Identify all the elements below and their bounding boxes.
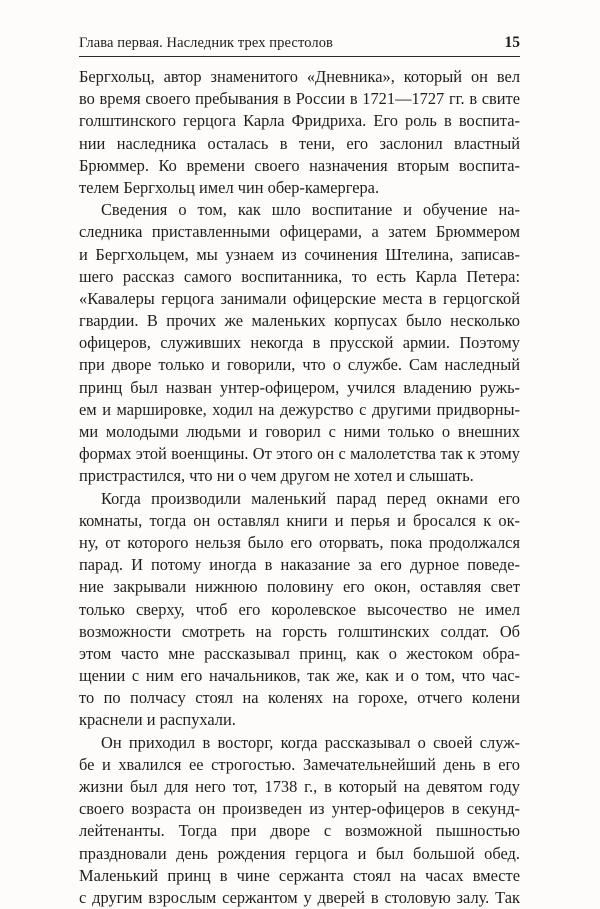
text-line: жизни был для него тот, 1738 г., в который на девятом году [79,777,520,796]
text-line: Брюммер. Ко времени своего назначения вторым воспита- [79,155,520,175]
paragraph-2 [79,199,520,487]
text-line: голштинского герцога Карла Фридриха. Его роль в воспита- [79,111,520,131]
text-line: парад. И потому иногда в наказание за его дурное поведе- [79,555,520,575]
text-line: при дворе только и говорили, что о службе. Сам наследный [79,355,520,375]
text-line: краснели и распухали. [79,710,236,730]
text-line: телем Бергхольц имел чин обер-камергера. [79,177,380,197]
running-header [79,34,520,57]
text-line: комнаты, тогда он оставлял книги и перья и бросался к ок- [79,510,520,530]
text-line: бе и хвалился ее строгостью. Замечательнейший день в его [79,754,520,774]
text-line: лейтенанты. Тогда при дворе с возможной пышностью [79,821,520,841]
text-line: гвардии. В прочих же маленьких корпусах было несколько [79,311,520,331]
text-line: и Бергхольцем, мы узнаем из сочинения Штелина, записав- [79,244,520,264]
page-number: 15 [504,34,520,51]
paragraph-1 [79,66,520,199]
text-line: Бергхольц, автор знаменитого «Дневника», который он вел [79,67,520,86]
text-line: щении с ним его начальников, так же, как и о том, что час- [79,666,520,686]
paragraph-4 [79,732,520,909]
text-line: ние закрывали нижнюю половину его окон, оставляя свет [79,577,520,597]
text-line: этом часто мне рассказывал принц, как о жестоком обра- [79,643,520,663]
text-line: Когда производили маленький парад перед окнами его [101,488,520,508]
text-line: во время своего пребывания в России в 1721—1727 гг. в свите [79,89,520,109]
text-line: следника приставленными офицерами, а затем Брюммером [79,222,520,242]
text-line: возможности смотреть на горсть голштинских солдат. Об [79,621,520,641]
text-line: с другим взрослым сержантом у дверей в столовую залу. Так [79,887,520,907]
text-line: своего возраста он произведен из унтер-офицеров в секунд- [79,799,520,819]
text-line: Сведения о том, как шло воспитание и обучение на- [101,200,520,220]
text-line: ем и маршировке, ходил на дежурство с другими придворны- [79,399,520,419]
text-body [79,66,520,909]
text-line: принц был назван унтер-офицером, учился владению ружь- [79,377,520,397]
text-line: формах этой военщины. От этого он с малолетства так к этому [79,444,520,464]
text-line: праздновали день рождения герцога и был большой обед. [79,843,520,863]
text-line: Он приходил в восторг, когда рассказывал о своей служ- [101,732,520,752]
text-line: то по полчасу стоял на коленях на горохе, отчего колени [79,688,520,708]
text-line: пристрастился, что ни о чем другом не хотел и слышать. [79,466,474,486]
running-title: Глава первая. Наследник трех престолов [79,35,333,51]
text-line: Маленький принц в чине сержанта стоял на часах вместе [79,865,520,885]
text-line: шего рассказ самого воспитанника, то есть Карла Петера: [79,266,520,286]
paragraph-3 [79,488,520,732]
text-line: «Кавалеры герцога занимали офицерские места в герцогской [79,288,520,308]
text-line: только сверху, чтоб его королевское высочество не имел [79,599,520,619]
text-line: офицеров, служивших некогда в прусской армии. Поэтому [79,333,520,353]
text-line: ми молодыми людьми и говорил с ними только о внешних [79,422,520,441]
text-line: нии наследника осталась в тени, его заслонил властный [79,133,520,153]
text-line: ну, от которого нельзя было его оторвать, пока продолжался [79,532,520,552]
